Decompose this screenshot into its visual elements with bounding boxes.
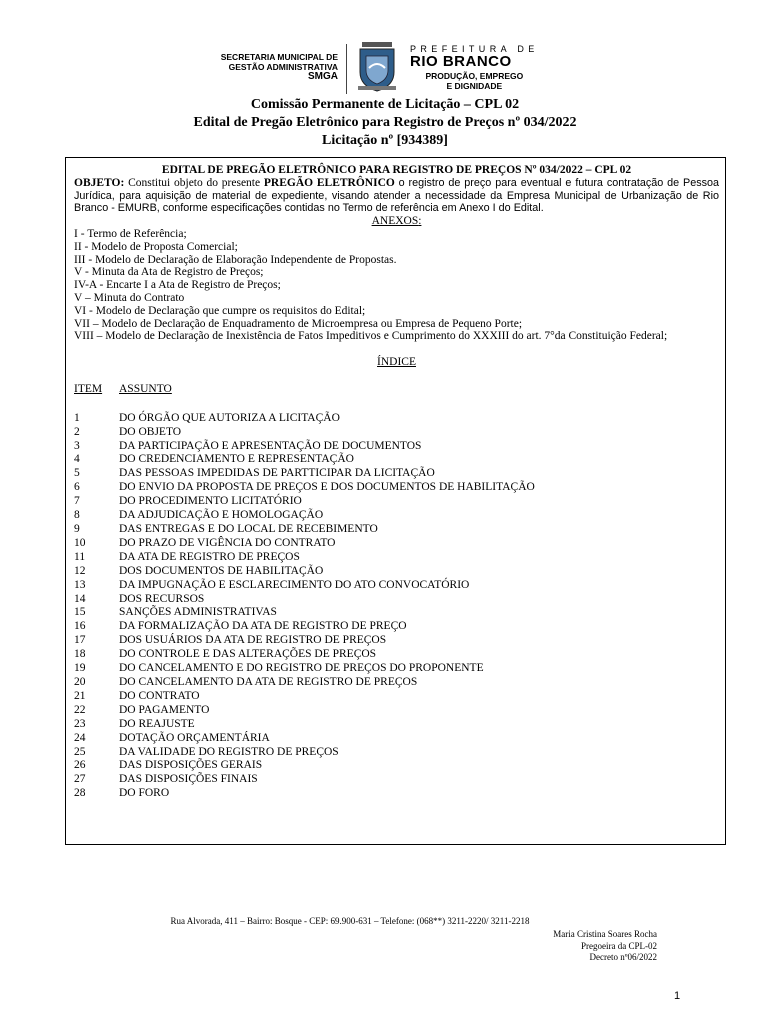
anexo-item: I - Termo de Referência; — [74, 227, 187, 240]
title-line1: Comissão Permanente de Licitação – CPL 02 — [250, 97, 520, 112]
index-item-number: 8 — [74, 509, 80, 522]
index-item-number: 6 — [74, 481, 80, 494]
index-row — [74, 704, 719, 718]
index-item-number: 24 — [74, 731, 86, 744]
title-line3: Licitação nº [934389] — [322, 133, 448, 148]
index-row — [74, 467, 719, 481]
index-row — [74, 509, 719, 523]
index-item-subject: DO ENVIO DA PROPOSTA DE PREÇOS E DOS DOCUMENTOS DE HABILITAÇÃO — [119, 481, 535, 494]
objeto-text2: o registro de preço para eventual e futura contratação de Pessoa Jurídica, para aquisição de material de expediente, visando atender a necessidade da Empresa Municipal de Urbanização de Rio Branco - EMURB, conforme especificações contidas no Termo de referência em Anexo I do Edital. — [74, 176, 720, 215]
index-item-number: 7 — [74, 495, 80, 508]
pref-line4: E DIGNIDADE — [446, 80, 503, 91]
coat-of-arms-icon — [356, 42, 398, 92]
index-item-number: 25 — [74, 745, 86, 758]
index-list — [74, 412, 719, 801]
document-titles — [0, 96, 770, 150]
index-item-subject: DO PROCEDIMENTO LICITATÓRIO — [119, 495, 302, 508]
pref-line3: PRODUÇÃO, EMPREGO — [425, 71, 524, 81]
edital-title: EDITAL DE PREGÃO ELETRÔNICO PARA REGISTRO DE PREÇOS Nº 034/2022 – CPL 02 — [161, 164, 632, 176]
index-item-subject: DO OBJETO — [119, 425, 182, 438]
index-item-subject: DO CONTRATO — [119, 689, 200, 702]
index-item-number: 3 — [74, 439, 80, 452]
index-row — [74, 746, 719, 760]
index-item-number: 22 — [74, 703, 86, 716]
index-item-subject: DO PAGAMENTO — [119, 703, 210, 716]
index-row — [74, 662, 719, 676]
index-item-number: 14 — [74, 592, 86, 605]
anexo-item: V – Minuta do Contrato — [74, 291, 185, 304]
footer-signature — [553, 929, 657, 964]
index-row — [74, 593, 719, 607]
anexos-heading: ANEXOS: — [371, 215, 422, 228]
pref-slogan — [410, 72, 539, 91]
index-item-subject: DAS DISPOSIÇÕES GERAIS — [119, 759, 263, 772]
prefeitura-logo-text — [410, 44, 539, 91]
index-item-number: 27 — [74, 773, 86, 786]
index-item-number: 4 — [74, 453, 80, 466]
index-header — [74, 383, 719, 396]
anexo-item: II - Modelo de Proposta Comercial; — [74, 240, 238, 253]
index-item-subject: DA FORMALIZAÇÃO DA ATA DE REGISTRO DE PREÇO — [119, 620, 407, 633]
objeto-text1: Constitui objeto do presente — [128, 176, 261, 189]
sign-role: Pregoeira da CPL-02 — [581, 940, 657, 951]
index-item-subject: DA ADJUDICAÇÃO E HOMOLOGAÇÃO — [119, 509, 324, 522]
index-item-subject: DO FORO — [119, 787, 170, 800]
index-item-subject: DA PARTICIPAÇÃO E APRESENTAÇÃO DE DOCUMENTOS — [119, 439, 422, 452]
index-item-number: 1 — [74, 411, 80, 424]
index-row — [74, 551, 719, 565]
index-item-subject: DOS DOCUMENTOS DE HABILITAÇÃO — [119, 564, 324, 577]
index-row — [74, 787, 719, 801]
index-row — [74, 412, 719, 426]
logo-divider — [346, 44, 347, 94]
index-row — [74, 537, 719, 551]
anexo-item: V - Minuta da Ata de Registro de Preços; — [74, 266, 264, 279]
anexo-item: VI - Modelo de Declaração que cumpre os requisitos do Edital; — [74, 304, 366, 317]
index-row — [74, 426, 719, 440]
indice-heading: ÍNDICE — [377, 356, 416, 369]
index-row — [74, 718, 719, 732]
col-assunto-header: ASSUNTO — [119, 382, 172, 395]
index-row — [74, 495, 719, 509]
index-row — [74, 773, 719, 787]
index-row — [74, 620, 719, 634]
index-item-number: 9 — [74, 523, 80, 535]
index-item-subject: DA IMPUGNAÇÃO E ESCLARECIMENTO DO ATO CONVOCATÓRIO — [119, 578, 470, 591]
objeto-paragraph — [74, 177, 719, 215]
index-item-subject: DA ATA DE REGISTRO DE PREÇOS — [119, 550, 300, 563]
index-row — [74, 523, 719, 537]
index-row — [74, 634, 719, 648]
index-item-subject: DAS PESSOAS IMPEDIDAS DE PARTTICIPAR DA LICITAÇÃO — [119, 467, 435, 480]
sign-decree: Decreto nº06/2022 — [589, 952, 657, 962]
index-item-subject: DOTAÇÃO ORÇAMENTÁRIA — [119, 731, 270, 744]
index-item-number: 19 — [74, 662, 86, 675]
index-item-number: 23 — [74, 717, 86, 730]
page-number: 1 — [674, 990, 681, 1002]
index-item-subject: DA VALIDADE DO REGISTRO DE PREÇOS — [119, 745, 339, 758]
edital-box — [65, 157, 726, 845]
index-item-subject: DOS RECURSOS — [119, 592, 205, 605]
anexo-item: VIII – Modelo de Declaração de Inexistência de Fatos Impeditivos e Cumprimento do XXXIII do art. 7°da Constituição Federal; — [74, 330, 668, 343]
smga-line2: GESTÃO ADMINISTRATIVA — [228, 62, 338, 72]
index-row — [74, 732, 719, 746]
index-item-number: 13 — [74, 578, 86, 591]
index-row — [74, 759, 719, 773]
index-row — [74, 648, 719, 662]
index-item-number: 21 — [74, 689, 86, 702]
anexos-list — [74, 228, 719, 343]
smga-line3: SMGA — [308, 71, 338, 82]
index-item-subject: DOS USUÁRIOS DA ATA DE REGISTRO DE PREÇOS — [119, 634, 387, 647]
objeto-bold: PREGÃO ELETRÔNICO — [263, 176, 395, 189]
objeto-label: OBJETO: — [74, 176, 125, 189]
index-item-subject: DAS ENTREGAS E DO LOCAL DE RECEBIMENTO — [119, 523, 378, 535]
index-item-subject: DO CANCELAMENTO E DO REGISTRO DE PREÇOS DO PROPONENTE — [119, 662, 484, 675]
index-row — [74, 676, 719, 690]
title-line2: Edital de Pregão Eletrônico para Registro de Preços nº 034/2022 — [193, 115, 577, 130]
sign-name: Maria Cristina Soares Rocha — [553, 929, 657, 939]
header-logos — [190, 40, 570, 96]
anexos-heading-text: ANEXOS — [371, 215, 419, 228]
index-item-number: 18 — [74, 648, 86, 661]
index-item-subject: DO REAJUSTE — [119, 717, 195, 730]
edital-content — [74, 164, 719, 801]
anexo-item: IV-A - Encarte I a Ata de Registro de Preços; — [74, 279, 281, 292]
index-item-subject: DO PRAZO DE VIGÊNCIA DO CONTRATO — [119, 536, 336, 549]
index-item-number: 20 — [74, 675, 86, 688]
index-row — [74, 565, 719, 579]
index-item-number: 11 — [74, 550, 86, 563]
anexo-item: VII – Modelo de Declaração de Enquadramento de Microempresa ou Empresa de Pequeno Porte; — [74, 317, 523, 330]
smga-line1: SECRETARIA MUNICIPAL DE — [220, 52, 338, 62]
index-item-number: 16 — [74, 620, 86, 633]
index-item-subject: DO CREDENCIAMENTO E REPRESENTAÇÃO — [119, 453, 354, 466]
index-row — [74, 453, 719, 467]
index-item-number: 2 — [74, 425, 80, 438]
index-item-subject: DO CONTROLE E DAS ALTERAÇÕES DE PREÇOS — [119, 648, 377, 661]
index-item-subject: DAS DISPOSIÇÕES FINAIS — [119, 773, 258, 786]
index-item-number: 10 — [74, 536, 86, 549]
pref-line2: RIO BRANCO — [410, 53, 512, 70]
index-item-subject: SANÇÕES ADMINISTRATIVAS — [119, 606, 277, 619]
index-row — [74, 606, 719, 620]
index-row — [74, 481, 719, 495]
index-row — [74, 440, 719, 454]
index-row — [74, 579, 719, 593]
index-item-number: 26 — [74, 759, 86, 772]
index-item-subject: DO ÓRGÃO QUE AUTORIZA A LICITAÇÃO — [119, 411, 340, 424]
pref-line1: PREFEITURA DE — [410, 44, 539, 54]
index-row — [74, 690, 719, 704]
index-item-subject: DO CANCELAMENTO DA ATA DE REGISTRO DE PREÇOS — [119, 675, 418, 688]
index-item-number: 15 — [74, 606, 86, 619]
index-item-number: 12 — [74, 564, 86, 577]
index-item-number: 17 — [74, 634, 86, 647]
anexo-item: III - Modelo de Declaração de Elaboração Independente de Propostas. — [74, 253, 397, 266]
col-item-header: ITEM — [74, 382, 103, 395]
smga-logo-text — [190, 52, 338, 82]
footer-address: Rua Alvorada, 411 – Bairro: Bosque - CEP: 69.900-631 – Telefone: (068**) 3211-2220/ 3211-2218 — [170, 916, 530, 926]
index-item-number: 5 — [74, 467, 80, 480]
index-item-number: 28 — [74, 787, 86, 800]
